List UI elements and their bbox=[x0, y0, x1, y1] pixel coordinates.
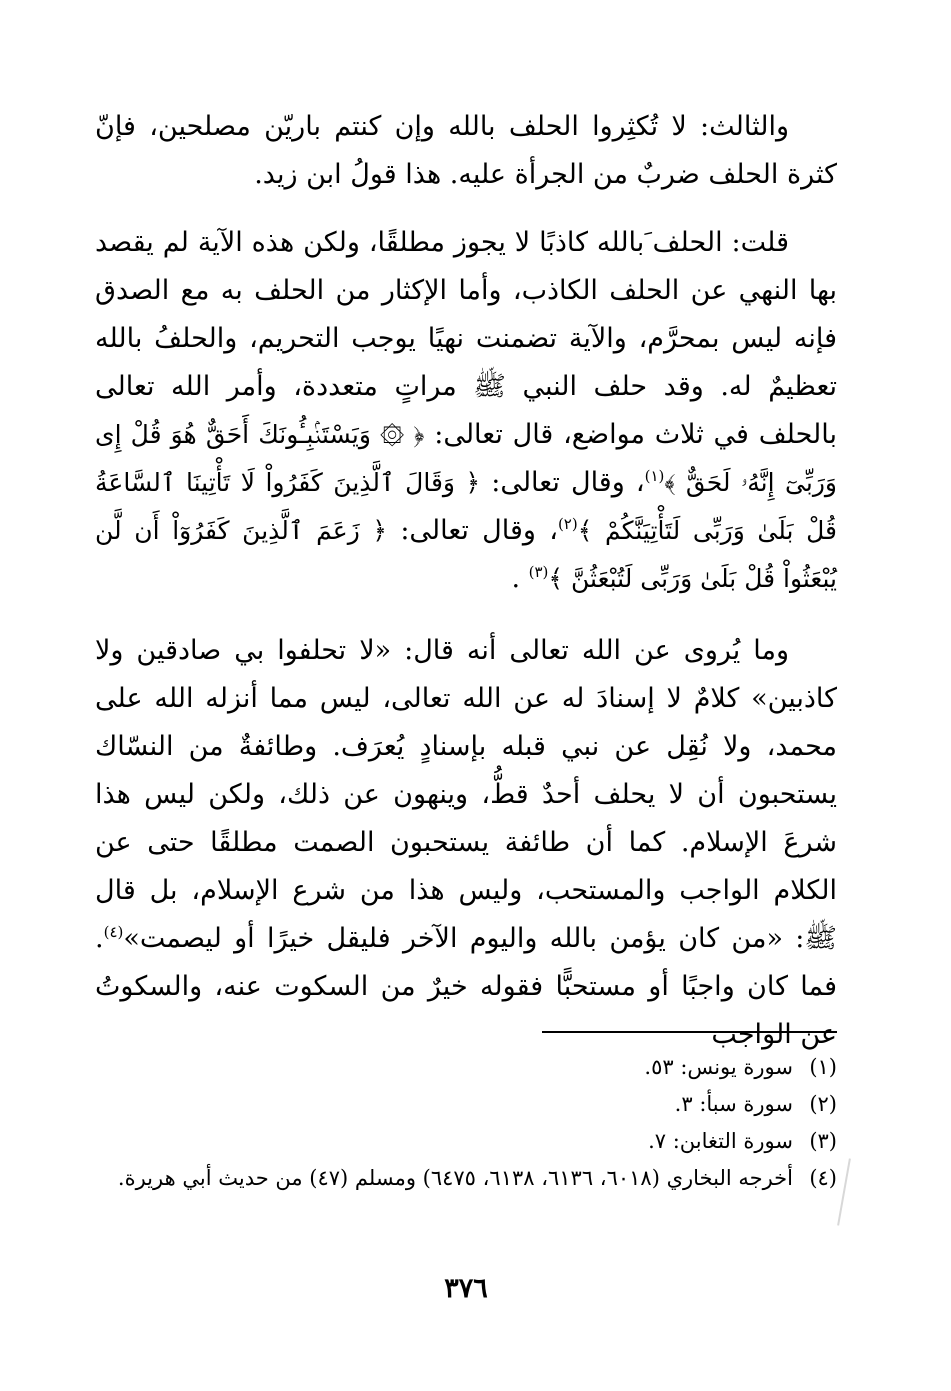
paragraph-text: والثالث: لا تُكثِروا الحلف بالله وإن كنتم باريّن مصلحين، فإنّ كثرة الحلف ضربٌ من الجرأة عليه. هذا قولُ ابن زيد. bbox=[95, 111, 837, 190]
footnote-separator bbox=[542, 1031, 837, 1033]
paragraph-narration bbox=[95, 627, 837, 1059]
connector-text: ، وقال تعالى: bbox=[491, 467, 645, 498]
paragraph-third-opinion bbox=[95, 103, 837, 199]
footnote-item bbox=[95, 1049, 837, 1086]
footnote-text: أخرجه البخاري (٦٠١٨، ٦١٣٦، ٦١٣٨، ٦٤٧٥) ومسلم (٤٧) من حديث أبي هريرة. bbox=[117, 1166, 793, 1190]
page-number: ٣٧٦ bbox=[444, 1273, 488, 1304]
paragraph-text: وما يُروى عن الله تعالى أنه قال: «لا تحلفوا بي صادقين ولا كاذبين» كلامٌ لا إسنادَ له عن الله تعالى، ليس مما أنزله الله على محمد، ولا نُقِل عن نبي قبله بإسنادٍ يُعرَف. وطائفةٌ من النسّاك يستحبون أن لا يحلف أحدٌ قطُّ، وينهون عن ذلك، ولكن ليس هذا شرعَ الإسلام. كما أن طائفة يستحبون الصمت مطلقًا حتى عن الكلام الواجب والمستحب، وليس هذا من شرع الإسلام، بل قال ﷺ: «من كان يؤمن بالله واليوم الآخر فليقل خيرًا أو ليصمت» bbox=[95, 635, 837, 954]
footnote-text: سورة سبأ: ٣. bbox=[674, 1092, 793, 1116]
footnote-item bbox=[95, 1160, 837, 1197]
book-page bbox=[95, 103, 837, 1363]
footnote-item bbox=[95, 1123, 837, 1160]
footnote-ref[interactable]: (٤) bbox=[103, 923, 124, 941]
paragraph-text: . فما كان واجبًا أو مستحبًّا فقوله خيرٌ من السكوت عنه، والسكوتُ عن الواجب bbox=[95, 923, 837, 1050]
paragraph-author-comment bbox=[95, 219, 837, 603]
paragraph-text: قلت: الحلف َبالله كاذبًا لا يجوز مطلقًا، ولكن هذه الآية لم يقصد بها النهي عن الحلف الكاذب، وأما الإكثار من الحلف به مع الصدق فإنه ليس بمحرَّم، والآية تضمنت نهيًا يوجب التحريم، والحلفُ بالله تعظيمٌ له. وقد حلف النبي ﷺ مراتٍ متعددة، وأمر الله تعالى بالحلف في ثلاث مواضع، قال تعالى: bbox=[95, 227, 837, 450]
footnote-ref[interactable]: (٢) bbox=[557, 515, 578, 533]
footnote-text: سورة التغابن: ٧. bbox=[648, 1129, 793, 1153]
footnote-item bbox=[95, 1086, 837, 1123]
connector-text: ، وقال تعالى: bbox=[400, 515, 558, 546]
footnote-number: (٣) bbox=[809, 1129, 837, 1153]
footnote-ref[interactable]: (٣) bbox=[528, 563, 549, 581]
quran-verse: ﴿ وَقَالَ ٱلَّذِينَ كَفَرُواْ لَا تَأْتِينَا ٱلسَّاعَةُ قُلْ بَلَىٰ وَرَبِّى لَتَأْتِيَنَّكُمْ ﴾ bbox=[95, 468, 838, 545]
footnote-ref[interactable]: (١) bbox=[644, 467, 665, 485]
footnote-number: (١) bbox=[809, 1055, 837, 1079]
scan-artifact bbox=[837, 1158, 851, 1225]
footnote-number: (٤) bbox=[809, 1166, 837, 1190]
footnote-text: سورة يونس: ٥٣. bbox=[644, 1055, 793, 1079]
quran-verse: ﴿ زَعَمَ ٱلَّذِينَ كَفَرُوٓاْ أَن لَّن يُبْعَثُواْ قُلْ بَلَىٰ وَرَبِّى لَتُبْعَثُنَّ ﴾ bbox=[95, 516, 837, 593]
quran-verse: ﴿ ۞ وَيَسْتَنۢبِـُٔونَكَ أَحَقٌّ هُوَ قُلْ إِى وَرَبِّىٓ إِنَّهُۥ لَحَقٌّ ﴾ bbox=[95, 420, 837, 497]
sentence-end: . bbox=[511, 563, 521, 594]
footnotes bbox=[95, 1049, 837, 1197]
footnote-number: (٢) bbox=[809, 1092, 837, 1116]
